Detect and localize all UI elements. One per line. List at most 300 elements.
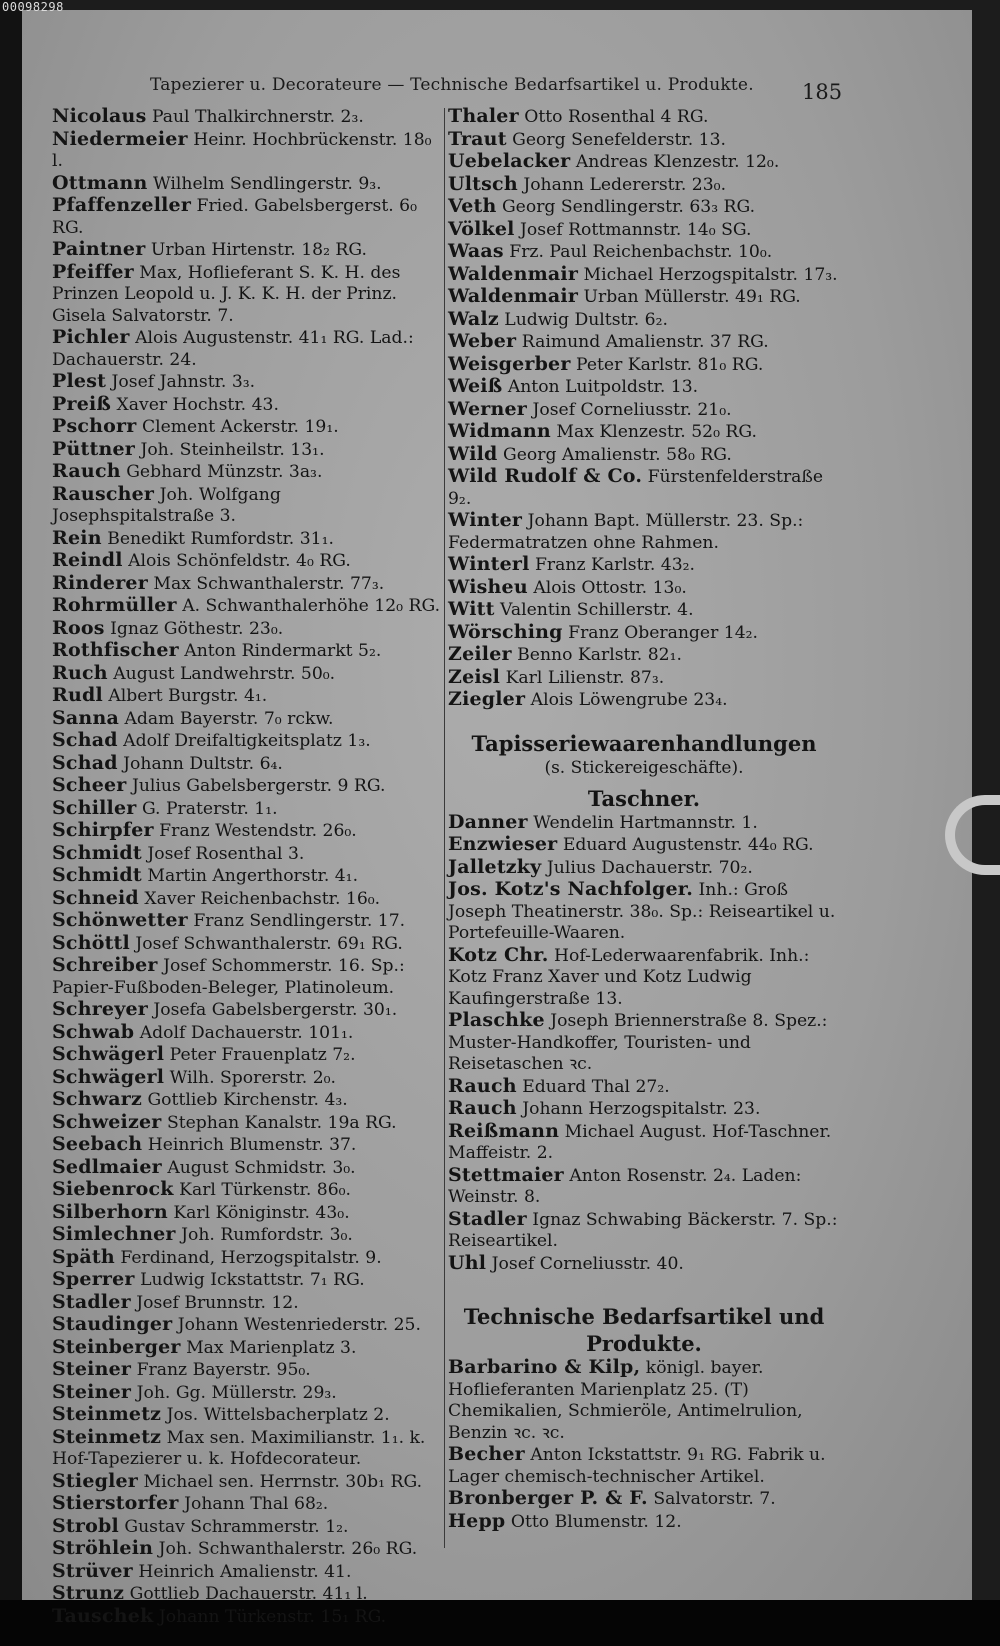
entry-details: Inh.: Groß Joseph Theatinerstr. 38₀. Sp.: Reiseartikel u. Portefeuille-Waaren. bbox=[448, 880, 836, 943]
entry-name: Weber bbox=[448, 330, 517, 352]
entry-details: Fried. Gabelsbergerst. 6₀ RG. bbox=[52, 196, 417, 238]
entry-details: August Landwehrstr. 50₀. bbox=[113, 663, 336, 684]
entry-details: Josef Jahnstr. 3₃. bbox=[111, 372, 256, 392]
directory-entry bbox=[448, 331, 840, 354]
directory-entry bbox=[52, 1112, 442, 1135]
entry-details: Gottlieb Kirchenstr. 4₃. bbox=[147, 1090, 348, 1110]
directory-entry bbox=[448, 554, 840, 577]
directory-entry bbox=[52, 1134, 442, 1157]
entry-name: Bronberger P. & F. bbox=[448, 1487, 648, 1509]
directory-entry bbox=[52, 595, 442, 618]
entry-name: Rudl bbox=[52, 684, 103, 706]
directory-entry bbox=[52, 1247, 442, 1270]
directory-entry bbox=[52, 1314, 442, 1337]
entry-name: Simlechner bbox=[52, 1223, 176, 1245]
right-column bbox=[448, 106, 840, 1533]
entry-name: Scheer bbox=[52, 774, 127, 796]
entry-name: Enzwieser bbox=[448, 833, 558, 855]
entry-details: Xaver Hochstr. 43. bbox=[116, 394, 279, 415]
entry-name: Späth bbox=[52, 1245, 115, 1268]
entry-details: Heinr. Hochbrückenstr. 18₀ l. bbox=[52, 129, 432, 171]
directory-entry bbox=[448, 644, 840, 667]
entry-details: Adam Bayerstr. 7₀ rckw. bbox=[124, 708, 334, 729]
entry-name: Schiller bbox=[52, 796, 137, 819]
entry-details: Alois Löwengrube 23₄. bbox=[530, 690, 728, 710]
entry-details: Peter Frauenplatz 7₂. bbox=[169, 1045, 356, 1065]
entry-name: Pichler bbox=[52, 326, 130, 348]
directory-entry bbox=[448, 129, 840, 152]
directory-entry bbox=[448, 466, 840, 510]
entry-name: Reindl bbox=[52, 549, 123, 571]
directory-entry bbox=[52, 573, 442, 596]
entry-name: Schad bbox=[52, 729, 118, 751]
directory-entry bbox=[448, 376, 840, 399]
entry-name: Steinmetz bbox=[52, 1425, 162, 1448]
entry-name: Schwägerl bbox=[52, 1065, 165, 1088]
directory-entry bbox=[52, 1292, 442, 1315]
entry-details: Anton Rosenstr. 2₄. Laden: Weinstr. 8. bbox=[448, 1165, 802, 1207]
directory-entry bbox=[52, 1067, 442, 1090]
entry-name: Wild Rudolf & Co. bbox=[448, 465, 643, 487]
entry-name: Tauschek bbox=[52, 1604, 154, 1627]
entry-name: Seebach bbox=[52, 1133, 143, 1155]
entry-name: Danner bbox=[448, 810, 528, 833]
directory-entry bbox=[52, 1089, 442, 1112]
entry-details: Wilhelm Sendlingerstr. 9₃. bbox=[153, 173, 382, 194]
directory-entry bbox=[448, 857, 840, 880]
entry-name: Thaler bbox=[448, 105, 519, 127]
technical-list bbox=[448, 1357, 840, 1533]
entry-name: Steiner bbox=[52, 1358, 132, 1380]
directory-entry bbox=[52, 1427, 442, 1471]
left-column bbox=[52, 106, 442, 1628]
entry-details: Heinrich Amalienstr. 41. bbox=[138, 1561, 352, 1582]
entry-details: Ludwig Dultstr. 6₂. bbox=[504, 309, 668, 330]
upholsterers-list bbox=[448, 106, 840, 712]
entry-name: Werner bbox=[448, 397, 527, 420]
entry-details: Hof-Lederwaarenfabrik. Inh.: Kotz Franz Xaver und Kotz Ludwig Kaufingerstraße 13. bbox=[448, 945, 810, 1009]
entry-details: Max Schwanthalerstr. 77₃. bbox=[153, 573, 385, 594]
entry-details: Anton Rindermarkt 5₂. bbox=[184, 641, 382, 661]
entry-name: Staudinger bbox=[52, 1313, 173, 1335]
entry-details: Johann Westenriederstr. 25. bbox=[177, 1315, 421, 1335]
entry-details: Benno Karlstr. 82₁. bbox=[517, 645, 682, 665]
entry-details: Johann Bapt. Müllerstr. 23. Sp.: Federmatratzen ohne Rahmen. bbox=[448, 511, 804, 553]
entry-name: Sanna bbox=[52, 706, 119, 729]
directory-entry bbox=[52, 327, 442, 371]
technical-section bbox=[448, 1303, 840, 1533]
entry-details: Julius Dachauerstr. 70₂. bbox=[546, 857, 753, 878]
entry-details: Joh. Wolfgang Josephspitalstraße 3. bbox=[52, 484, 281, 526]
directory-entry bbox=[52, 685, 442, 708]
entry-name: Niedermeier bbox=[52, 127, 188, 150]
entry-details: Franz Bayerstr. 95₀. bbox=[136, 1360, 311, 1380]
entry-name: Waldenmair bbox=[448, 262, 579, 285]
entry-details: Karl Lilienstr. 87₃. bbox=[505, 667, 665, 688]
entry-name: Völkel bbox=[448, 217, 515, 240]
directory-entry bbox=[448, 264, 840, 287]
entry-name: Wild bbox=[448, 442, 498, 465]
directory-entry bbox=[52, 173, 442, 196]
entry-name: Wisheu bbox=[448, 575, 528, 598]
entry-name: Rein bbox=[52, 526, 102, 549]
directory-entry bbox=[52, 416, 442, 439]
entry-details: Joseph Briennerstraße 8. Spez.: Muster-Handkoffer, Touristen- und Reisetaschen ꝛc. bbox=[448, 1011, 828, 1074]
entry-details: Max Klenzestr. 52₀ RG. bbox=[556, 422, 757, 442]
directory-entry bbox=[448, 1511, 840, 1534]
entry-details: Adolf Dreifaltigkeitsplatz 1₃. bbox=[123, 731, 371, 751]
entry-name: Nicolaus bbox=[52, 105, 147, 127]
entry-name: Pfaffenzeller bbox=[52, 194, 192, 216]
directory-entry bbox=[448, 1253, 840, 1276]
directory-entry bbox=[52, 955, 442, 999]
entry-name: Walz bbox=[448, 307, 499, 330]
entry-name: Waldenmair bbox=[448, 285, 579, 307]
directory-entry bbox=[448, 174, 840, 197]
entry-details: Joh. Schwanthalerstr. 26₀ RG. bbox=[158, 1539, 418, 1559]
section-title: Tapisseriewaarenhandlungen bbox=[471, 730, 817, 756]
entry-details: Frz. Paul Reichenbachstr. 10₀. bbox=[509, 242, 773, 262]
entry-name: Kotz Chr. bbox=[448, 943, 549, 966]
directory-entry bbox=[52, 1516, 442, 1539]
entry-name: Veth bbox=[448, 195, 497, 217]
entry-details: Gustav Schrammerstr. 1₂. bbox=[124, 1516, 349, 1537]
entry-name: Rauch bbox=[448, 1074, 517, 1097]
directory-entry bbox=[448, 286, 840, 309]
entry-name: Stettmaier bbox=[448, 1163, 564, 1186]
entry-details: Max, Hoflieferant S. K. H. des Prinzen Leopold u. J. K. K. H. der Prinz. Gisela Salvatorstr. 7. bbox=[52, 262, 401, 326]
entry-name: Ziegler bbox=[448, 688, 526, 710]
entry-details: Adolf Dachauerstr. 101₁. bbox=[139, 1022, 354, 1043]
entry-details: Franz Westendstr. 26₀. bbox=[159, 821, 357, 841]
directory-entry bbox=[448, 1444, 840, 1488]
entry-name: Hepp bbox=[448, 1509, 506, 1532]
entry-details: Anton Ickstattstr. 9₁ RG. Fabrik u. Lager chemisch-technischer Artikel. bbox=[448, 1445, 826, 1487]
directory-entry bbox=[52, 910, 442, 933]
directory-entry bbox=[52, 550, 442, 573]
tapestry-section bbox=[448, 730, 840, 779]
entry-name: Wörsching bbox=[448, 620, 563, 643]
directory-entry bbox=[448, 1076, 840, 1099]
directory-entry bbox=[448, 1209, 840, 1253]
entry-name: Schwab bbox=[52, 1020, 135, 1043]
directory-entry bbox=[448, 241, 840, 264]
entry-details: königl. bayer. Hoflieferanten Marienplatz 25. (T) Chemikalien, Schmieröle, Antimelrulion, Benzin ꝛc. ꝛc. bbox=[448, 1358, 803, 1443]
entry-name: Strunz bbox=[52, 1582, 125, 1604]
entry-name: Silberhorn bbox=[52, 1200, 168, 1223]
entry-details: Valentin Schillerstr. 4. bbox=[500, 600, 694, 620]
entry-details: Georg Senefelderstr. 13. bbox=[512, 129, 726, 150]
entry-name: Schirpfer bbox=[52, 819, 154, 841]
entry-name: Preiß bbox=[52, 392, 112, 415]
entry-details: G. Praterstr. 1₁. bbox=[141, 798, 278, 819]
entry-name: Strüver bbox=[52, 1559, 133, 1582]
entry-details: Fürstenfelderstraße 9₂. bbox=[448, 467, 824, 509]
bagmakers-list bbox=[448, 812, 840, 1276]
entry-name: Plaschke bbox=[448, 1009, 545, 1031]
entry-name: Siebenrock bbox=[52, 1178, 174, 1200]
directory-entry bbox=[448, 879, 840, 945]
directory-entry bbox=[52, 1269, 442, 1292]
entry-details: Urban Müllerstr. 49₁ RG. bbox=[583, 287, 801, 307]
entry-name: Weisgerber bbox=[448, 352, 571, 375]
directory-entry bbox=[52, 195, 442, 239]
directory-entry bbox=[52, 371, 442, 394]
directory-entry bbox=[52, 820, 442, 843]
entry-name: Rothfischer bbox=[52, 639, 179, 661]
entry-name: Jalletzky bbox=[448, 855, 542, 878]
entry-name: Stiegler bbox=[52, 1469, 139, 1492]
entry-name: Widmann bbox=[448, 420, 551, 442]
entry-name: Stadler bbox=[448, 1207, 527, 1230]
entry-details: Michael sen. Herrnstr. 30b₁ RG. bbox=[143, 1471, 423, 1492]
entry-name: Schwägerl bbox=[52, 1043, 165, 1065]
entry-details: Salvatorstr. 7. bbox=[653, 1489, 776, 1509]
entry-name: Schmidt bbox=[52, 841, 142, 864]
entry-details: Julius Gabelsbergerstr. 9 RG. bbox=[131, 776, 386, 796]
entry-name: Ottmann bbox=[52, 171, 148, 194]
entry-details: Ferdinand, Herzogspitalstr. 9. bbox=[120, 1247, 382, 1268]
directory-entry bbox=[52, 865, 442, 888]
entry-name: Schreyer bbox=[52, 998, 148, 1020]
entry-details: Gottlieb Dachauerstr. 41₁ l. bbox=[129, 1584, 368, 1604]
entry-details: Ignaz Göthestr. 23₀. bbox=[110, 618, 284, 639]
entry-details: Heinrich Blumenstr. 37. bbox=[147, 1135, 357, 1155]
directory-entry bbox=[52, 106, 442, 129]
directory-entry bbox=[52, 999, 442, 1022]
directory-entry bbox=[448, 945, 840, 1011]
entry-name: Zeisl bbox=[448, 665, 501, 688]
entry-details: Alois Schönfeldstr. 4₀ RG. bbox=[128, 551, 351, 571]
entry-details: Xaver Reichenbachstr. 16₀. bbox=[144, 888, 381, 909]
directory-entry bbox=[52, 640, 442, 663]
directory-entry bbox=[52, 262, 442, 328]
directory-entry bbox=[52, 618, 442, 641]
scan-code: 00098298 bbox=[2, 0, 64, 14]
directory-entry bbox=[448, 599, 840, 622]
entry-name: Schreiber bbox=[52, 954, 158, 976]
directory-entry bbox=[448, 1010, 840, 1076]
directory-entry bbox=[448, 1488, 840, 1511]
entry-details: Michael August. Hof-Taschner. Maffeistr. 2. bbox=[448, 1121, 832, 1163]
directory-entry bbox=[448, 196, 840, 219]
directory-entry bbox=[52, 461, 442, 484]
entry-details: Johann Dultstr. 6₄. bbox=[123, 753, 283, 774]
directory-entry bbox=[52, 394, 442, 417]
entry-details: Wilh. Sporerstr. 2₀. bbox=[169, 1067, 337, 1088]
entry-details: Georg Sendlingerstr. 63₃ RG. bbox=[501, 197, 756, 217]
entry-name: Jos. Kotz's Nachfolger. bbox=[448, 878, 694, 900]
entry-details: Georg Amalienstr. 58₀ RG. bbox=[503, 444, 732, 465]
entry-details: Urban Hirtenstr. 18₂ RG. bbox=[150, 240, 367, 260]
bagmakers-section bbox=[448, 785, 840, 1276]
directory-entry bbox=[448, 219, 840, 242]
entry-name: Zeiler bbox=[448, 643, 512, 665]
running-title: Tapezierer u. Decorateure — Technische Bedarfsartikel u. Produkte. bbox=[150, 75, 754, 95]
directory-entry bbox=[448, 667, 840, 690]
entry-name: Uebelacker bbox=[448, 150, 571, 172]
entry-name: Winter bbox=[448, 509, 523, 531]
entry-details: Raimund Amalienstr. 37 RG. bbox=[521, 332, 769, 352]
entry-details: Jos. Wittelsbacherplatz 2. bbox=[166, 1405, 390, 1425]
directory-entry bbox=[52, 753, 442, 776]
entry-name: Schad bbox=[52, 751, 118, 774]
directory-entry bbox=[52, 1202, 442, 1225]
entry-name: Rauch bbox=[52, 460, 121, 482]
entry-name: Uhl bbox=[448, 1251, 487, 1274]
entry-name: Steinmetz bbox=[52, 1403, 162, 1425]
directory-entry bbox=[448, 1121, 840, 1165]
entry-details: A. Schwanthalerhöhe 12₀ RG. bbox=[182, 596, 441, 616]
entry-name: Reißmann bbox=[448, 1119, 560, 1142]
entry-details: Franz Oberanger 14₂. bbox=[568, 622, 758, 643]
entry-name: Stadler bbox=[52, 1290, 131, 1313]
entry-name: Barbarino & Kilp, bbox=[448, 1356, 641, 1378]
directory-entry bbox=[448, 1098, 840, 1121]
directory-entry bbox=[448, 1165, 840, 1209]
directory-entry bbox=[448, 354, 840, 377]
directory-entry bbox=[52, 1179, 442, 1202]
directory-entry bbox=[52, 1471, 442, 1494]
entry-details: Karl Türkenstr. 86₀. bbox=[179, 1180, 351, 1200]
directory-entry bbox=[52, 888, 442, 911]
entry-name: Pfeiffer bbox=[52, 260, 134, 283]
directory-entry bbox=[52, 239, 442, 262]
directory-entry bbox=[52, 933, 442, 956]
directory-entry bbox=[52, 1382, 442, 1405]
directory-entry bbox=[52, 1404, 442, 1427]
directory-entry bbox=[52, 1583, 442, 1606]
entry-details: Paul Thalkirchnerstr. 2₃. bbox=[151, 107, 364, 127]
entry-details: Benedikt Rumfordstr. 31₁. bbox=[107, 528, 334, 549]
directory-entry bbox=[52, 1157, 442, 1180]
entry-name: Rinderer bbox=[52, 571, 148, 594]
entry-name: Schwarz bbox=[52, 1088, 142, 1110]
directory-entry bbox=[448, 444, 840, 467]
directory-entry bbox=[52, 1606, 442, 1629]
entry-details: Eduard Augustenstr. 44₀ RG. bbox=[562, 835, 814, 855]
entry-details: Josef Corneliusstr. 21₀. bbox=[532, 399, 732, 420]
directory-entry bbox=[448, 622, 840, 645]
entry-details: Clement Ackerstr. 19₁. bbox=[141, 417, 339, 437]
directory-entry bbox=[52, 843, 442, 866]
entry-details: Otto Rosenthal 4 RG. bbox=[524, 107, 709, 127]
entry-name: Waas bbox=[448, 240, 504, 262]
entry-details: Martin Angerthorstr. 4₁. bbox=[147, 866, 359, 886]
entry-details: August Schmidstr. 3₀. bbox=[167, 1157, 356, 1178]
directory-entry bbox=[52, 1561, 442, 1584]
entry-details: Max sen. Maximilianstr. 1₁. k. Hof-Tapezierer u. k. Hofdecorateur. bbox=[52, 1427, 426, 1469]
entry-details: Joh. Gg. Müllerstr. 29₃. bbox=[136, 1382, 337, 1403]
entry-name: Strobl bbox=[52, 1514, 119, 1537]
directory-entry bbox=[52, 129, 442, 173]
entry-name: Ultsch bbox=[448, 172, 518, 195]
entry-name: Stierstorfer bbox=[52, 1492, 179, 1514]
directory-entry bbox=[448, 421, 840, 444]
entry-details: Albert Burgstr. 4₁. bbox=[108, 686, 268, 706]
directory-entry bbox=[52, 798, 442, 821]
entry-name: Rauscher bbox=[52, 482, 155, 505]
entry-details: Josef Brunnstr. 12. bbox=[136, 1292, 299, 1313]
directory-entry bbox=[448, 812, 840, 835]
entry-details: Johann Türkenstr. 15₁ RG. bbox=[158, 1606, 387, 1627]
entry-name: Schönwetter bbox=[52, 909, 188, 931]
directory-entry bbox=[52, 528, 442, 551]
entry-details: Peter Karlstr. 81₀ RG. bbox=[576, 354, 764, 375]
entry-details: Josef Rosenthal 3. bbox=[147, 843, 305, 864]
directory-entry bbox=[448, 577, 840, 600]
entry-details: Wendelin Hartmannstr. 1. bbox=[533, 812, 758, 833]
entry-name: Rauch bbox=[448, 1097, 517, 1119]
section-title: Technische Bedarfsartikel und Produkte. bbox=[463, 1304, 825, 1356]
directory-entry bbox=[52, 1224, 442, 1247]
directory-entry bbox=[52, 663, 442, 686]
directory-entry bbox=[52, 775, 442, 798]
directory-entry bbox=[52, 1493, 442, 1516]
page-number: 185 bbox=[802, 80, 843, 104]
entry-details: Franz Karlstr. 43₂. bbox=[535, 555, 695, 575]
entry-name: Ströhlein bbox=[52, 1537, 154, 1559]
entry-details: Otto Blumenstr. 12. bbox=[510, 1511, 682, 1532]
directory-entry bbox=[52, 1538, 442, 1561]
section-title: Taschner. bbox=[587, 785, 701, 811]
entry-name: Paintner bbox=[52, 238, 146, 260]
entry-details: Eduard Thal 27₂. bbox=[522, 1076, 670, 1097]
entry-name: Plest bbox=[52, 370, 107, 392]
directory-entry bbox=[52, 708, 442, 731]
entry-name: Pschorr bbox=[52, 415, 137, 437]
entry-name: Weiß bbox=[448, 375, 503, 397]
directory-entry bbox=[448, 309, 840, 332]
entry-details: Josef Rottmannstr. 14₀ SG. bbox=[520, 219, 752, 240]
entry-details: Andreas Klenzestr. 12₀. bbox=[575, 152, 780, 172]
entry-details: Ignaz Schwabing Bäckerstr. 7. Sp.: Reiseartikel. bbox=[448, 1209, 838, 1251]
entry-details: Joh. Rumfordstr. 3₀. bbox=[181, 1225, 353, 1245]
directory-entry bbox=[52, 484, 442, 528]
entry-details: Josef Corneliusstr. 40. bbox=[491, 1253, 684, 1274]
entry-details: Johann Thal 68₂. bbox=[184, 1494, 329, 1514]
directory-entry bbox=[52, 730, 442, 753]
directory-entry bbox=[52, 1022, 442, 1045]
entry-name: Winterl bbox=[448, 553, 530, 575]
entry-name: Schneid bbox=[52, 886, 139, 909]
entry-details: Stephan Kanalstr. 19a RG. bbox=[166, 1112, 397, 1133]
entry-name: Sedlmaier bbox=[52, 1155, 162, 1178]
entry-name: Schöttl bbox=[52, 931, 130, 954]
entry-details: Gebhard Münzstr. 3a₃. bbox=[126, 462, 323, 482]
entry-details: Josefa Gabelsbergerstr. 30₁. bbox=[153, 1000, 398, 1020]
entry-name: Becher bbox=[448, 1443, 525, 1465]
entry-details: Alois Augustenstr. 41₁ RG. Lad.: Dachauerstr. 24. bbox=[52, 328, 414, 370]
entry-details: Michael Herzogspitalstr. 17₃. bbox=[583, 264, 838, 285]
book-spine bbox=[0, 0, 22, 1646]
directory-entry bbox=[52, 1337, 442, 1360]
entry-details: Ludwig Ickstattstr. 7₁ RG. bbox=[140, 1270, 365, 1290]
entry-details: Johann Ledererstr. 23₀. bbox=[523, 174, 727, 195]
entry-name: Steiner bbox=[52, 1380, 132, 1403]
entry-name: Püttner bbox=[52, 437, 135, 460]
entry-name: Roos bbox=[52, 616, 105, 639]
entry-name: Sperrer bbox=[52, 1268, 135, 1290]
directory-entry bbox=[448, 834, 840, 857]
entry-name: Rohrmüller bbox=[52, 594, 177, 616]
directory-entry bbox=[52, 439, 442, 462]
entry-name: Ruch bbox=[52, 661, 108, 684]
column-divider bbox=[444, 108, 445, 1548]
entry-name: Schweizer bbox=[52, 1110, 162, 1133]
directory-entry bbox=[52, 1044, 442, 1067]
entry-details: Johann Herzogspitalstr. 23. bbox=[522, 1099, 761, 1119]
